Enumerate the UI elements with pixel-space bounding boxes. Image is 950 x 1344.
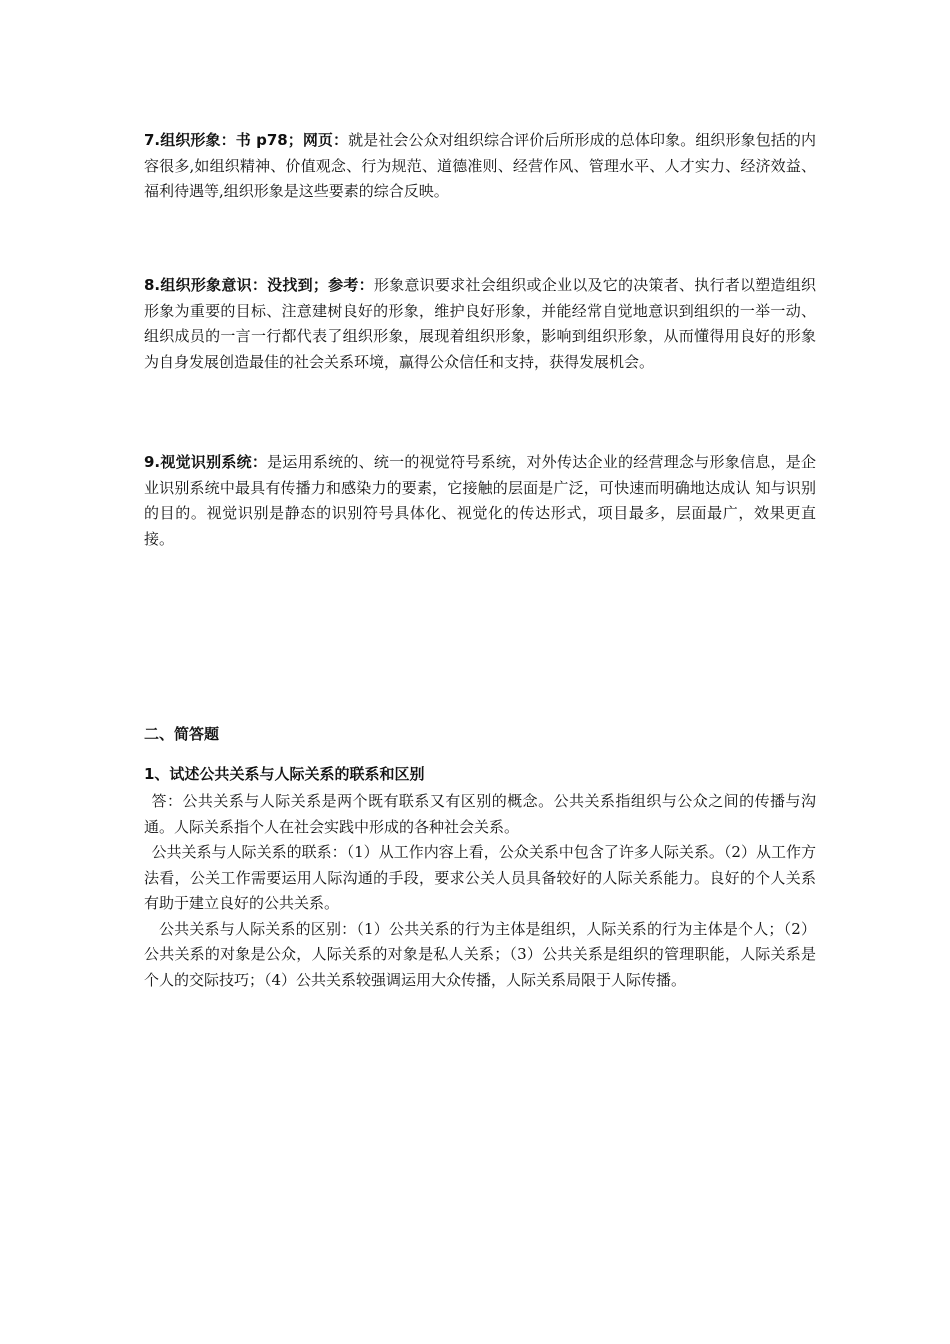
definition-term: 7.组织形象：书 p78；网页：	[144, 131, 349, 149]
definition-paragraph	[144, 450, 816, 552]
section-title: 二、简答题	[144, 725, 220, 743]
answer-paragraph: 公共关系与人际关系的联系：（1）从工作内容上看，公众关系中包含了许多人际关系。（2）从工作方法看，公关工作需要运用人际沟通的手段，要求公关人员具备较好的人际关系能力。良好的个人关系有助于建立良好的公共关系。	[144, 843, 816, 912]
definition-text: 就是社会公众对组织综合评价后所形成的总体印象。组织形象包括的内容很多,如组织精神、价值观念、行为规范、道德准则、经营作风、管理水平、人才实力、经济效益、福利待遇等,组织形象是这些要素的综合反映。	[144, 131, 816, 200]
definition-9	[144, 450, 816, 552]
question-title: 1、试述公共关系与人际关系的联系和区别	[144, 765, 425, 783]
definition-paragraph	[144, 273, 816, 375]
answer-paragraph: 答：公共关系与人际关系是两个既有联系又有区别的概念。公共关系指组织与公众之间的传播与沟通。人际关系指个人在社会实践中形成的各种社会关系。	[144, 792, 816, 836]
definition-term: 8.组织形象意识：没找到；参考：	[144, 276, 374, 294]
definition-text: 形象意识要求社会组织或企业以及它的决策者、执行者以塑造组织形象为重要的目标、注意建树良好的形象，维护良好形象，并能经常自觉地意识到组织的一举一动、组织成员的一言一行都代表了组织形象，展现着组织形象，影响到组织形象，从而懂得用良好的形象为自身发展创造最佳的社会关系环境，赢得公众信任和支持，获得发展机会。	[144, 276, 816, 371]
definition-text: 是运用系统的、统一的视觉符号系统，对外传达企业的经营理念与形象信息，是企业识别系统中最具有传播力和感染力的要素，它接触的层面是广泛，可快速而明确地达成认 知与识别的目的。视觉识别是静态的识别符号具体化、视觉化的传达形式，项目最多，层面最广，效果更直接。	[144, 453, 816, 548]
definition-term: 9.视觉识别系统：	[144, 453, 268, 471]
definition-paragraph	[144, 128, 816, 205]
answer-block	[144, 789, 816, 993]
definition-7	[144, 128, 816, 205]
answer-paragraph: 公共关系与人际关系的区别：（1）公共关系的行为主体是组织，人际关系的行为主体是个人；（2）公共关系的对象是公众，人际关系的对象是私人关系；（3）公共关系是组织的管理职能，人际关系是个人的交际技巧；（4）公共关系较强调运用大众传播，人际关系局限于人际传播。	[144, 919, 816, 989]
definition-8	[144, 273, 816, 375]
